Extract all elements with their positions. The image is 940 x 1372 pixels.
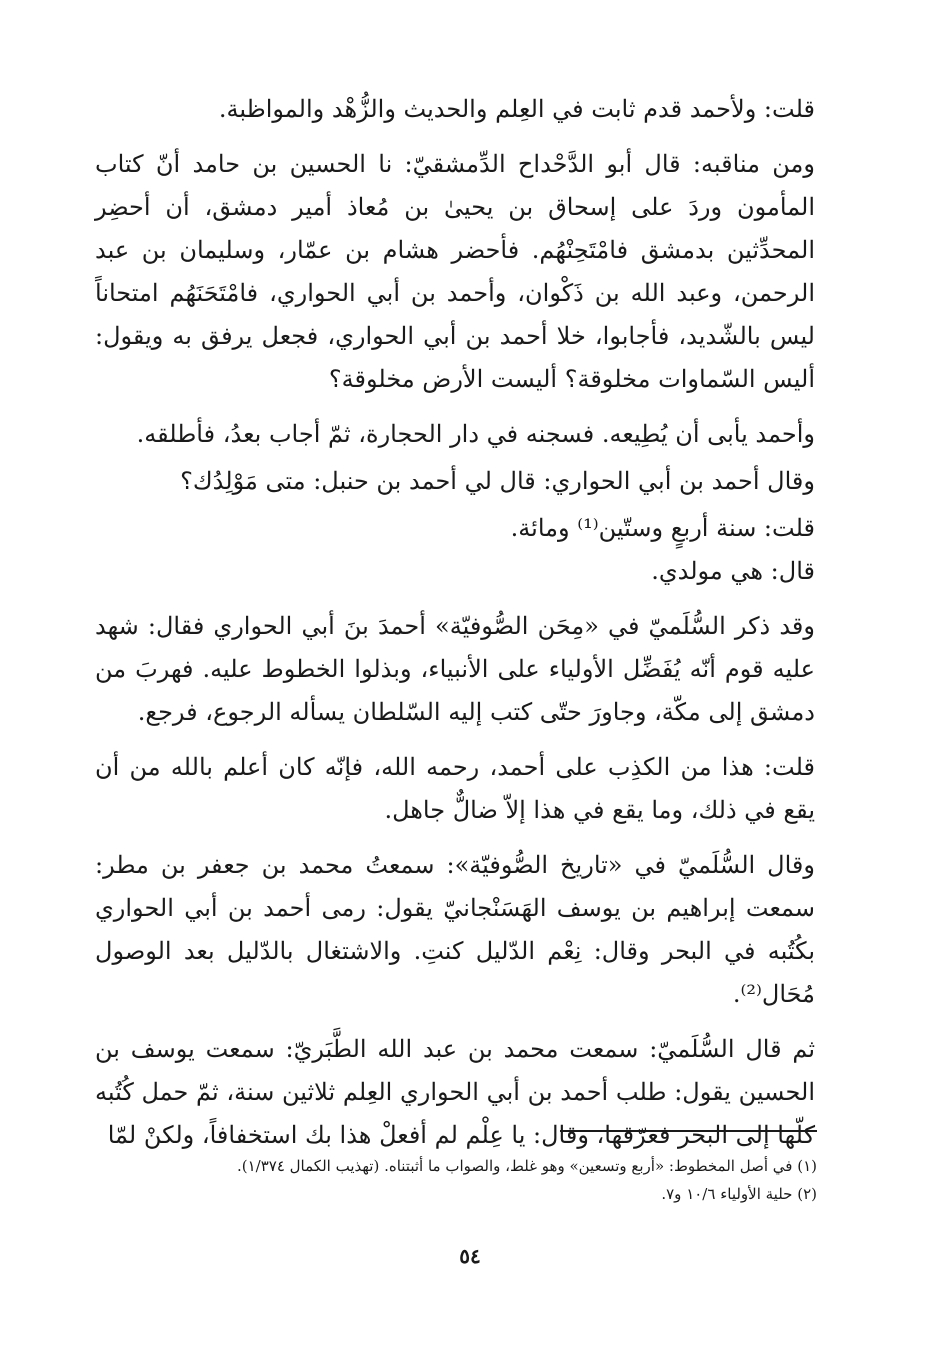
footnote-divider xyxy=(560,1130,817,1132)
paragraph-4: وقال أحمد بن أبي الحواري: قال لي أحمد بن حنبل: متى مَوْلِدُك؟ xyxy=(180,467,815,495)
footnote-1: (١) في أصل المخطوط: «أربع وتسعين» وهو غلط، والصواب ما أثبتناه. (تهذيب الكمال ١/٣٧٤). xyxy=(236,1157,817,1175)
page-number: ٥٤ xyxy=(459,1244,481,1268)
paragraph-7: وقد ذكر السُّلَميّ في «مِحَن الصُّوفيّة» أحمدَ بنَ أبي الحواري فقال: شهد عليه قوم أنّه يُفَضِّل الأولياء على الأنبياء، وبذلوا الخطوط عليه. فهربَ من دمشق إلى مكّة، وجاورَ حتّى كتب إليه السّلطان يسأله الرجوع، فرجع. xyxy=(95,612,815,726)
paragraph-3: وأحمد يأبى أن يُطِيعه. فسجنه في دار الحجارة، ثمّ أجاب بعدُ، فأطلقه. xyxy=(136,420,815,448)
footnote-2: (٢) حلية الأولياء ١٠/٦ و٧. xyxy=(661,1185,817,1203)
paragraph-1: قلت: ولأحمد قدم ثابت في العِلم والحديث والزُّهْد والمواظبة. xyxy=(218,95,815,123)
paragraph-5: قلت: سنة أربعٍ وستّين⁽¹⁾ ومائة. xyxy=(510,514,815,542)
paragraph-10: ثم قال السُّلَميّ: سمعت محمد بن عبد الله الطَّبَريّ: سمعت يوسف بن الحسين يقول: طلب أحمد بن أبي الحواري العِلم ثلاثين سنة، ثمّ حمل كُتُبه كلّها إلى البحر فغرّقها، وقال: يا عِلْم لم أفعلْ هذا بك استخفافاً، ولكنْ لمّا xyxy=(95,1035,815,1149)
main-text xyxy=(95,88,815,1157)
paragraph-9: وقال السُّلَميّ في «تاريخ الصُّوفيّة»: سمعتُ محمد بن جعفر بن مطر: سمعت إبراهيم بن يوسف الهَسَنْجانيّ يقول: رمى أحمد بن أبي الحواري بكُتُبه في البحر وقال: نِعْم الدّليل كنتِ. والاشتغال بالدّليل بعد الوصول مُحَال⁽²⁾. xyxy=(95,851,816,1008)
paragraph-6: قال: هي مولدي. xyxy=(651,557,815,585)
footnotes xyxy=(95,1152,817,1208)
paragraph-2: ومن مناقبه: قال أبو الدَّحْداح الدِّمشقيّ: نا الحسين بن حامد أنّ كتاب المأمون وردَ على إسحاق بن يحيىٰ بن مُعاذ أمير دمشق، أن أحضِر المحدِّثين بدمشق فامْتَحِنْهُم. فأحضر هشام بن عمّار، وسليمان بن عبد الرحمن، وعبد الله بن ذَكْوان، وأحمد بن أبي الحواري، فامْتَحَنَهُم امتحاناً ليس بالشّديد، فأجابوا، خلا أحمد بن أبي الحواري، فجعل يرفق به ويقول: أليس السّماوات مخلوقة؟ أليست الأرض مخلوقة؟ xyxy=(95,150,815,393)
paragraph-8: قلت: هذا من الكذِب على أحمد، رحمه الله، فإنّه كان أعلم بالله من أن يقع في ذلك، وما يقع في هذا إلاّ ضالٌّ جاهل. xyxy=(95,753,815,824)
